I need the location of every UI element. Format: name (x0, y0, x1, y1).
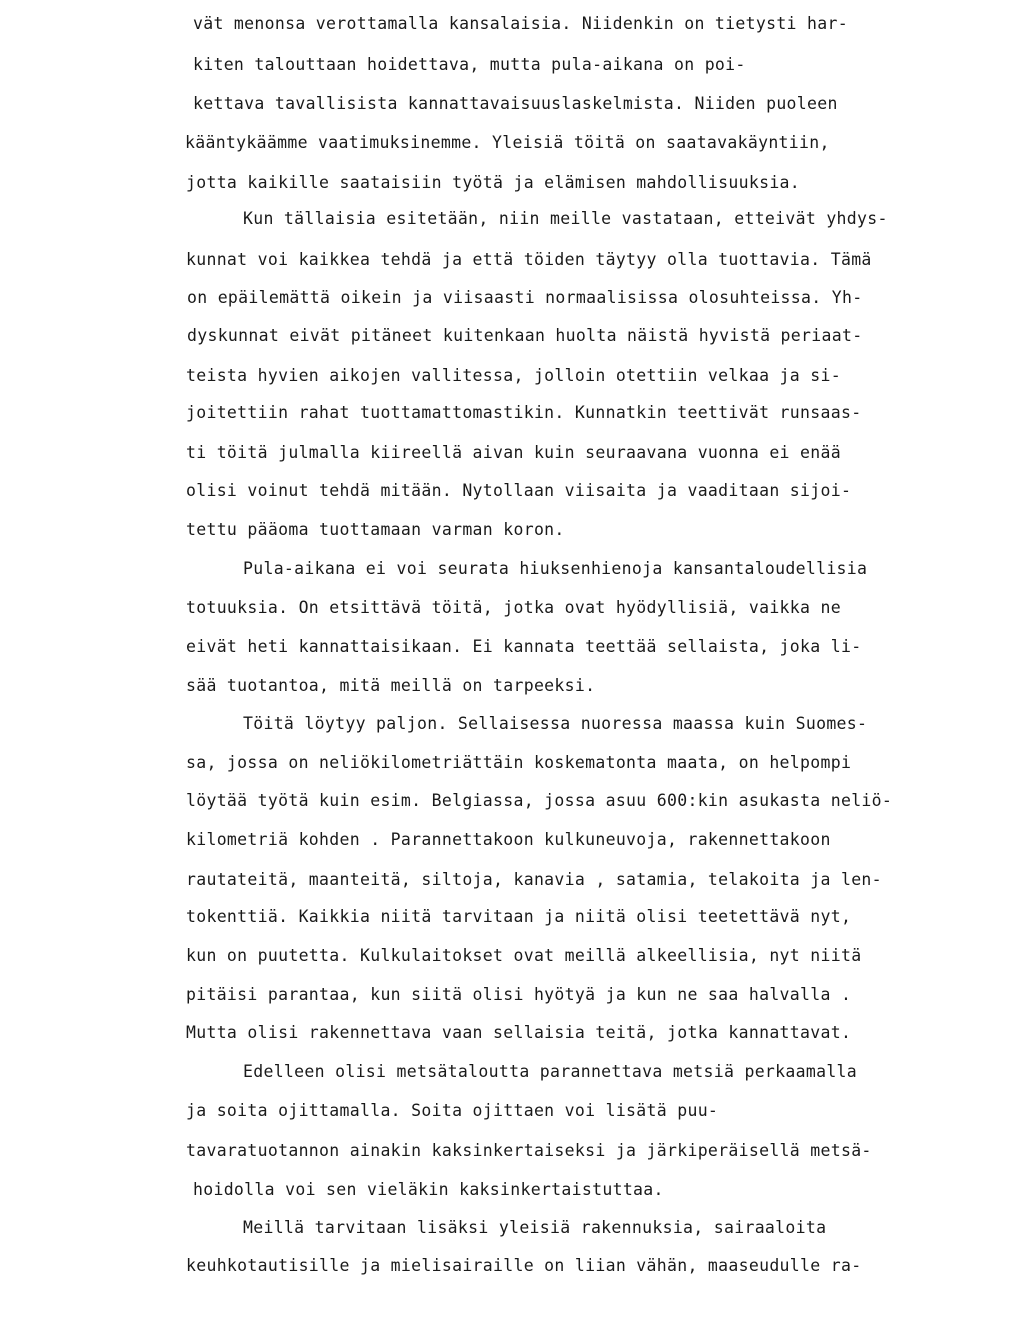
text-line: rautateitä, maanteitä, siltoja, kanavia , satamia, telakoita ja len- (186, 870, 882, 889)
text-line: jotta kaikille saataisiin työtä ja elämisen mahdollisuuksia. (186, 173, 801, 192)
text-line: pitäisi parantaa, kun siitä olisi hyötyä ja kun ne saa halvalla . (186, 985, 852, 1004)
text-line: eivät heti kannattaisikaan. Ei kannata teettää sellaista, joka li- (186, 637, 862, 656)
text-line: Meillä tarvitaan lisäksi yleisiä rakennuksia, sairaaloita (243, 1218, 827, 1237)
text-line: sää tuotantoa, mitä meillä on tarpeeksi. (186, 676, 596, 695)
text-line: tavaratuotannon ainakin kaksinkertaiseksi ja järkiperäisellä metsä- (186, 1141, 872, 1160)
text-line: sa, jossa on neliökilometriättäin koskematonta maata, on helpompi (186, 753, 852, 772)
text-line: Töitä löytyy paljon. Sellaisessa nuoressa maassa kuin Suomes- (243, 714, 868, 733)
text-line: Mutta olisi rakennettava vaan sellaisia teitä, jotka kannattavat. (186, 1023, 852, 1042)
text-line: kilometriä kohden . Parannettakoon kulkuneuvoja, rakennettakoon (186, 830, 831, 849)
text-line: vät menonsa verottamalla kansalaisia. Niidenkin on tietysti har- (193, 14, 848, 33)
text-line: keuhkotautisille ja mielisairaille on liian vähän, maaseudulle ra- (186, 1256, 862, 1275)
text-line: hoidolla voi sen vieläkin kaksinkertaistuttaa. (193, 1180, 664, 1199)
text-line: kun on puutetta. Kulkulaitokset ovat meillä alkeellisia, nyt niitä (186, 946, 862, 965)
text-line: on epäilemättä oikein ja viisaasti normaalisissa olosuhteissa. Yh- (187, 288, 863, 307)
text-line: tokenttiä. Kaikkia niitä tarvitaan ja niitä olisi teetettävä nyt, (186, 907, 852, 926)
text-line: Kun tällaisia esitetään, niin meille vastataan, etteivät yhdys- (243, 209, 888, 228)
text-line: tettu pääoma tuottamaan varman koron. (186, 520, 565, 539)
text-line: dyskunnat eivät pitäneet kuitenkaan huolta näistä hyvistä periaat- (187, 326, 863, 345)
text-line: kääntykäämme vaatimuksinemme. Yleisiä töitä on saatavakäyntiin, (185, 133, 830, 152)
text-line: joitettiin rahat tuottamattomastikin. Kunnatkin teettivät runsaas- (186, 403, 862, 422)
text-line: ja soita ojittamalla. Soita ojittaen voi lisätä puu- (186, 1101, 719, 1120)
text-line: olisi voinut tehdä mitään. Nytollaan viisaita ja vaaditaan sijoi- (186, 481, 852, 500)
text-line: kunnat voi kaikkea tehdä ja että töiden täytyy olla tuottavia. Tämä (186, 250, 872, 269)
text-line: Pula-aikana ei voi seurata hiuksenhienoja kansantaloudellisia (243, 559, 868, 578)
text-line: kiten talouttaan hoidettava, mutta pula-aikana on poi- (193, 55, 746, 74)
text-line: kettava tavallisista kannattavaisuuslaskelmista. Niiden puoleen (193, 94, 838, 113)
text-line: Edelleen olisi metsätaloutta parannettava metsiä perkaamalla (243, 1062, 858, 1081)
text-line: löytää työtä kuin esim. Belgiassa, jossa asuu 600:kin asukasta neliö- (186, 791, 893, 810)
text-line: teista hyvien aikojen vallitessa, jolloin otettiin velkaa ja si- (186, 366, 841, 385)
text-line: totuuksia. On etsittävä töitä, jotka ovat hyödyllisiä, vaikka ne (186, 598, 841, 617)
text-line: ti töitä julmalla kiireellä aivan kuin seuraavana vuonna ei enää (186, 443, 841, 462)
